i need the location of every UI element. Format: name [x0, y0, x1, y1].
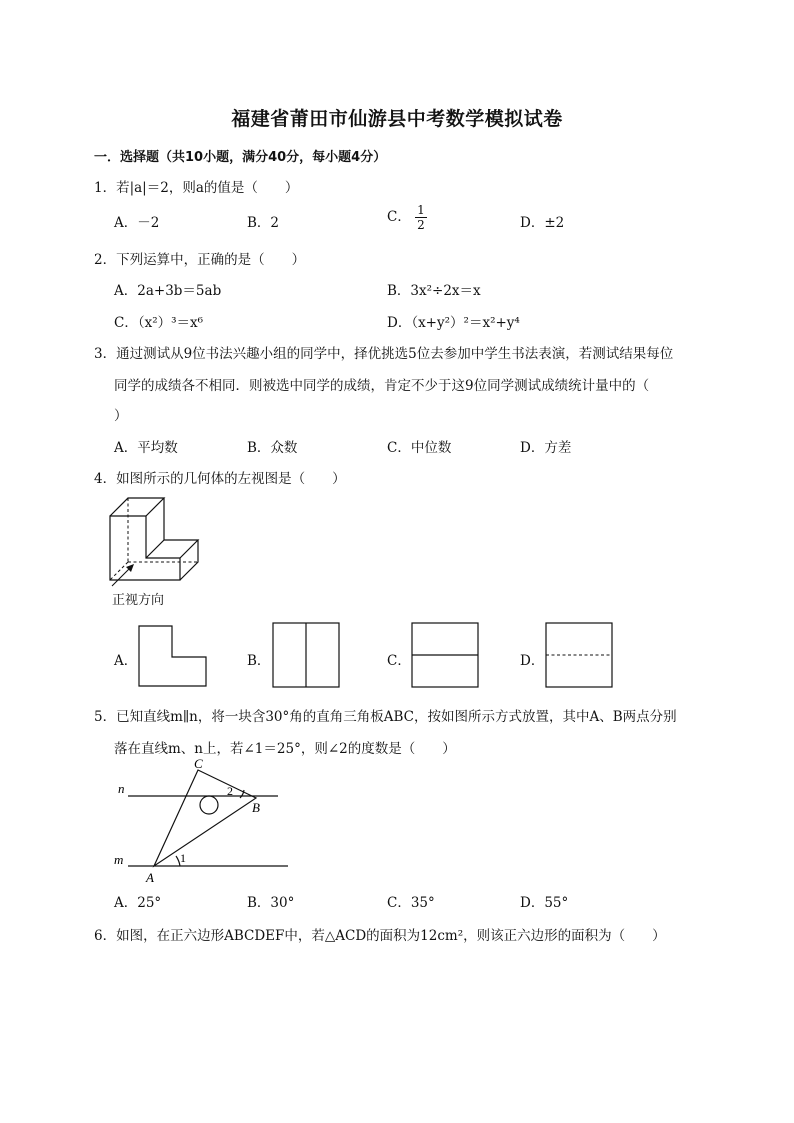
- question-1-stem: 1．若|a|＝2，则a的值是（ ）: [94, 180, 299, 196]
- angle-1-label: 1: [180, 851, 186, 865]
- question-4-stem: 4．如图所示的几何体的左视图是（ ）: [94, 471, 346, 487]
- q1-option-c-prefix: C．: [387, 209, 411, 225]
- question-6-stem: 6．如图，在正六边形ABCDEF中，若△ACD的面积为12cm²，则该正六边形的面积为（ ）: [94, 928, 666, 944]
- q4-option-b: B．: [247, 653, 271, 669]
- q3-option-a: A．平均数: [114, 440, 178, 456]
- question-5-line-1: 5．已知直线m∥n，将一块含30°角的直角三角板ABC，按如图所示方式放置，其中A、B两点分别: [94, 709, 677, 725]
- q1-option-c: [387, 203, 427, 232]
- q5-option-c: C．35°: [387, 895, 435, 911]
- page-title: 福建省莆田市仙游县中考数学模拟试卷: [231, 108, 563, 130]
- fraction-numerator: 1: [417, 203, 425, 217]
- q4-option-b-figure: [272, 622, 340, 688]
- q1-option-c-fraction: [415, 203, 427, 232]
- q4-figure-caption: 正视方向: [112, 593, 165, 608]
- q2-option-b: B．3x²÷2x＝x: [387, 283, 481, 299]
- q3-option-d: D．方差: [520, 440, 572, 456]
- q4-option-c-figure: [411, 622, 479, 688]
- fraction-denominator: 2: [417, 218, 425, 232]
- angle-2-label: 2: [227, 784, 233, 798]
- q4-option-c: C．: [387, 653, 411, 669]
- q5-option-d: D．55°: [520, 895, 569, 911]
- q2-option-c: C．（x²）³＝x⁶: [114, 315, 204, 331]
- question-3-line-2: 同学的成绩各不相同．则被选中同学的成绩，肯定不少于这9位同学测试成绩统计量中的（: [114, 378, 650, 394]
- q5-option-b: B．30°: [247, 895, 295, 911]
- q4-option-a-figure: [138, 625, 208, 687]
- vertex-b-label: B: [252, 800, 260, 815]
- q1-option-d: D．±2: [520, 215, 565, 231]
- q5-option-a: A．25°: [114, 895, 162, 911]
- line-m-label: m: [114, 852, 124, 867]
- q2-option-a: A．2a+3b＝5ab: [114, 283, 222, 299]
- q1-option-b: B．2: [247, 215, 280, 231]
- q3-option-c: C．中位数: [387, 440, 452, 456]
- question-2-stem: 2．下列运算中，正确的是（ ）: [94, 252, 306, 268]
- section-header: 一．选择题（共10小题，满分40分，每小题4分）: [94, 150, 387, 165]
- question-5-line-2: 落在直线m、n上，若∠1＝25°，则∠2的度数是（ ）: [114, 741, 456, 757]
- q1-option-a: A．－2: [114, 215, 160, 231]
- vertex-c-label: C: [194, 756, 203, 771]
- question-3-line-3: ）: [114, 408, 128, 424]
- line-n-label: n: [118, 781, 125, 796]
- q3-option-b: B．众数: [247, 440, 298, 456]
- q5-triangle-figure: [110, 758, 300, 886]
- question-3-line-1: 3．通过测试从9位书法兴趣小组的同学中，择优挑选5位去参加中学生书法表演，若测试结果每位: [94, 346, 674, 362]
- q4-option-d: D．: [520, 653, 545, 669]
- q2-option-d: D．（x+y²）²＝x²+y⁴: [387, 315, 520, 331]
- vertex-a-label: A: [146, 870, 154, 885]
- q4-solid-figure: [106, 494, 210, 584]
- q4-option-d-figure: [545, 622, 613, 688]
- q4-option-a: A．: [114, 653, 138, 669]
